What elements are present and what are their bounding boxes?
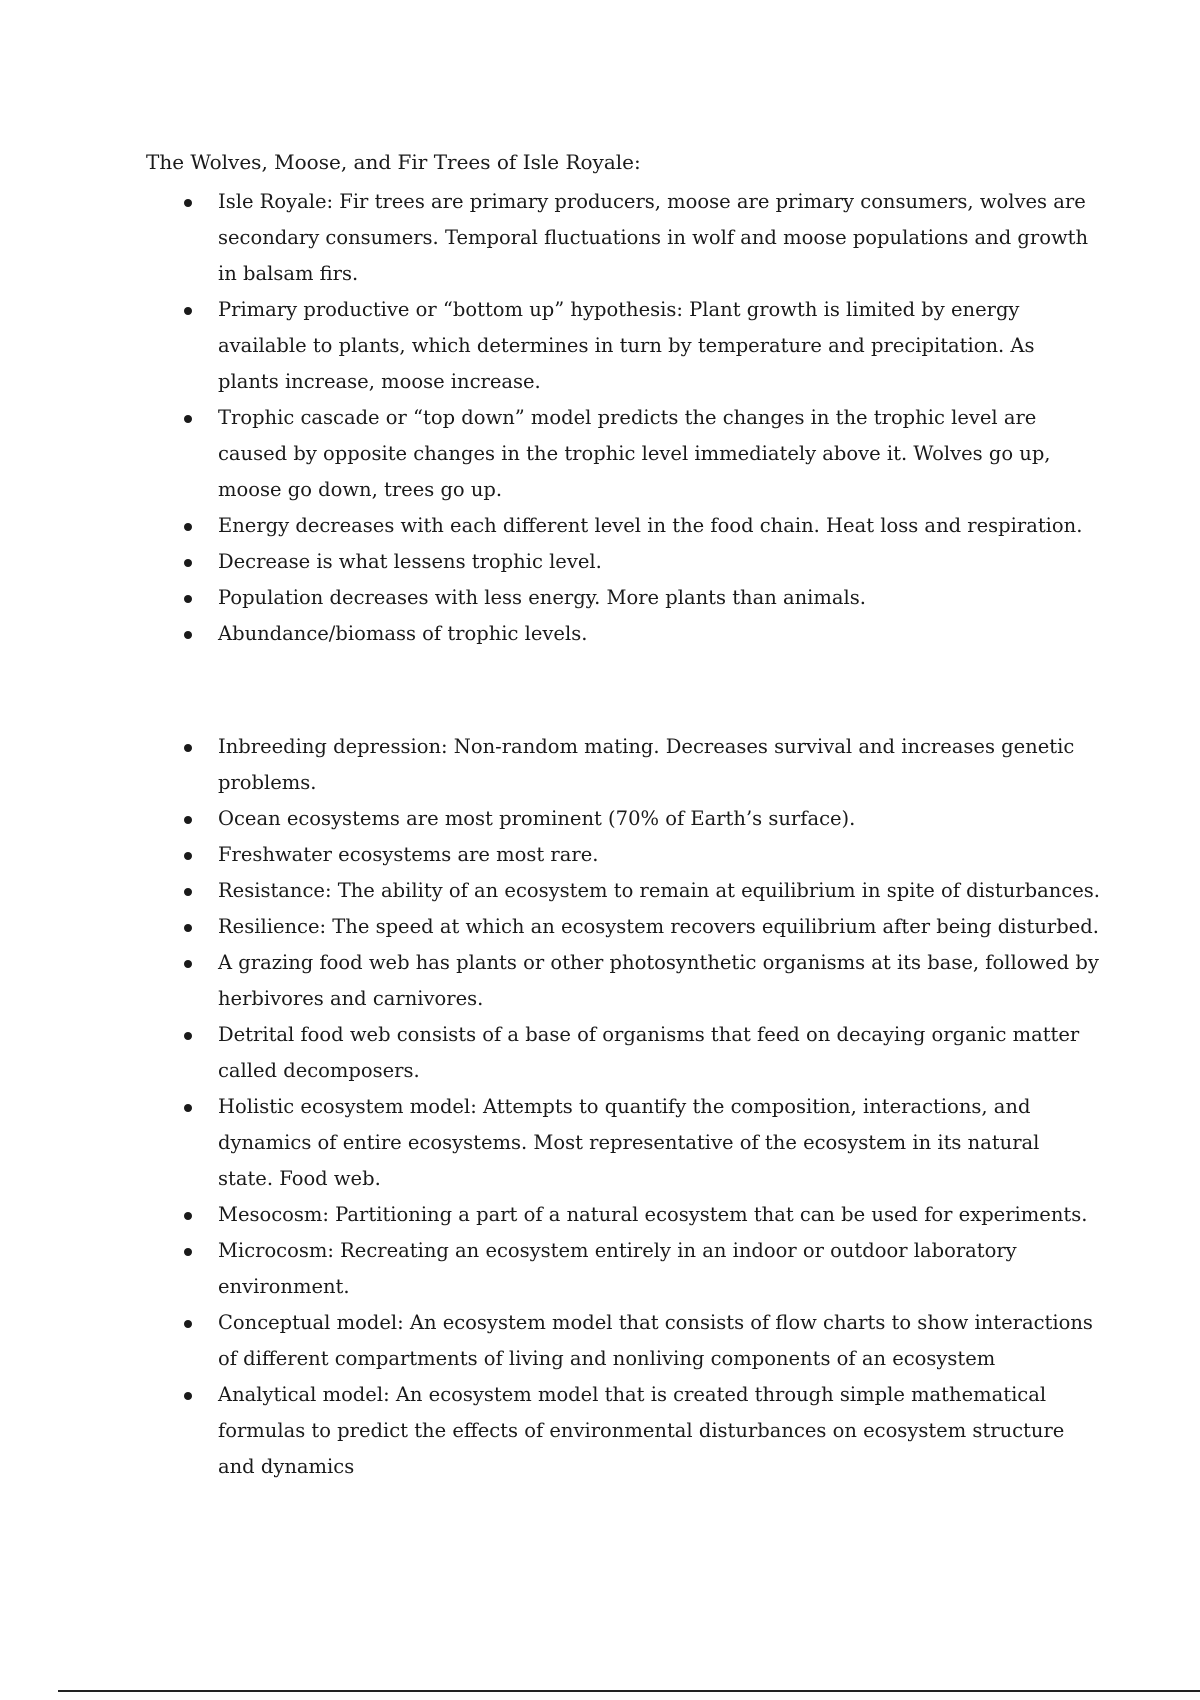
list-item	[180, 909, 1100, 945]
list-item	[180, 801, 1100, 837]
list-item-text: Freshwater ecosystems are most rare.	[218, 843, 599, 866]
bullet-icon	[184, 631, 192, 639]
bullet-list-isle-royale	[180, 184, 1100, 652]
list-item-text: Decrease is what lessens trophic level.	[218, 550, 602, 573]
list-item-text: Population decreases with less energy. More plants than animals.	[218, 586, 866, 609]
list-item-text: Ocean ecosystems are most prominent (70% of Earth’s surface).	[218, 807, 856, 830]
list-item-text: Primary productive or “bottom up” hypothesis: Plant growth is limited by energy available to plants, which determines in turn by temperature and precipitation. As plants increase, moose increase.	[218, 298, 1035, 393]
list-item	[180, 508, 1100, 544]
list-item-text: Detrital food web consists of a base of organisms that feed on decaying organic matter called decomposers.	[218, 1023, 1080, 1082]
list-item	[180, 837, 1100, 873]
list-item-text: Resilience: The speed at which an ecosystem recovers equilibrium after being disturbed.	[218, 915, 1099, 938]
list-item	[180, 873, 1100, 909]
list-item	[180, 1233, 1100, 1305]
bullet-icon	[184, 852, 192, 860]
bullet-icon	[184, 960, 192, 968]
bullet-icon	[184, 415, 192, 423]
list-item-text: Resistance: The ability of an ecosystem to remain at equilibrium in spite of disturbances.	[218, 879, 1100, 902]
list-item	[180, 292, 1100, 400]
list-item	[180, 616, 1100, 652]
bullet-icon	[184, 888, 192, 896]
list-item-text: Inbreeding depression: Non-random mating. Decreases survival and increases genetic problems.	[218, 735, 1075, 794]
bullet-icon	[184, 1320, 192, 1328]
bullet-icon	[184, 744, 192, 752]
list-item	[180, 945, 1100, 1017]
bullet-icon	[184, 1248, 192, 1256]
list-item	[180, 544, 1100, 580]
list-item-text: Mesocosm: Partitioning a part of a natural ecosystem that can be used for experiments.	[218, 1203, 1088, 1226]
list-item	[180, 184, 1100, 292]
list-item	[180, 400, 1100, 508]
bullet-icon	[184, 595, 192, 603]
list-item-text: Holistic ecosystem model: Attempts to quantify the composition, interactions, and dynamics of entire ecosystems. Most representative of the ecosystem in its natural state. Food web.	[218, 1095, 1040, 1190]
list-item-text: Energy decreases with each different level in the food chain. Heat loss and respiration.	[218, 514, 1083, 537]
list-item-text: Abundance/biomass of trophic levels.	[218, 622, 588, 645]
bullet-icon	[184, 199, 192, 207]
list-item-text: A grazing food web has plants or other photosynthetic organisms at its base, followed by herbivores and carnivores.	[218, 951, 1099, 1010]
bullet-icon	[184, 559, 192, 567]
bullet-icon	[184, 1392, 192, 1400]
bullet-icon	[184, 1212, 192, 1220]
bullet-icon	[184, 307, 192, 315]
list-item-text: Analytical model: An ecosystem model that is created through simple mathematical formulas to predict the effects of environmental disturbances on ecosystem structure and dynamics	[218, 1383, 1065, 1478]
list-item-text: Trophic cascade or “top down” model predicts the changes in the trophic level are caused by opposite changes in the trophic level immediately above it. Wolves go up, moose go down, trees go up.	[218, 406, 1051, 501]
bullet-icon	[184, 523, 192, 531]
list-item	[180, 1197, 1100, 1233]
list-item	[180, 1377, 1100, 1485]
bullet-icon	[184, 1032, 192, 1040]
list-item	[180, 580, 1100, 616]
bottom-divider	[58, 1690, 1200, 1692]
bullet-list-ecosystems	[180, 729, 1100, 1485]
list-item	[180, 729, 1100, 801]
bullet-icon	[184, 816, 192, 824]
list-item-text: Isle Royale: Fir trees are primary producers, moose are primary consumers, wolves are secondary consumers. Temporal fluctuations in wolf and moose populations and growth in balsam firs.	[218, 190, 1089, 285]
list-item	[180, 1305, 1100, 1377]
list-item	[180, 1017, 1100, 1089]
document-title: The Wolves, Moose, and Fir Trees of Isle Royale:	[146, 150, 641, 174]
bullet-icon	[184, 924, 192, 932]
bullet-icon	[184, 1104, 192, 1112]
list-item-text: Microcosm: Recreating an ecosystem entirely in an indoor or outdoor laboratory environment.	[218, 1239, 1017, 1298]
list-item	[180, 1089, 1100, 1197]
list-item-text: Conceptual model: An ecosystem model that consists of flow charts to show interactions of different compartments of living and nonliving components of an ecosystem	[218, 1311, 1093, 1370]
